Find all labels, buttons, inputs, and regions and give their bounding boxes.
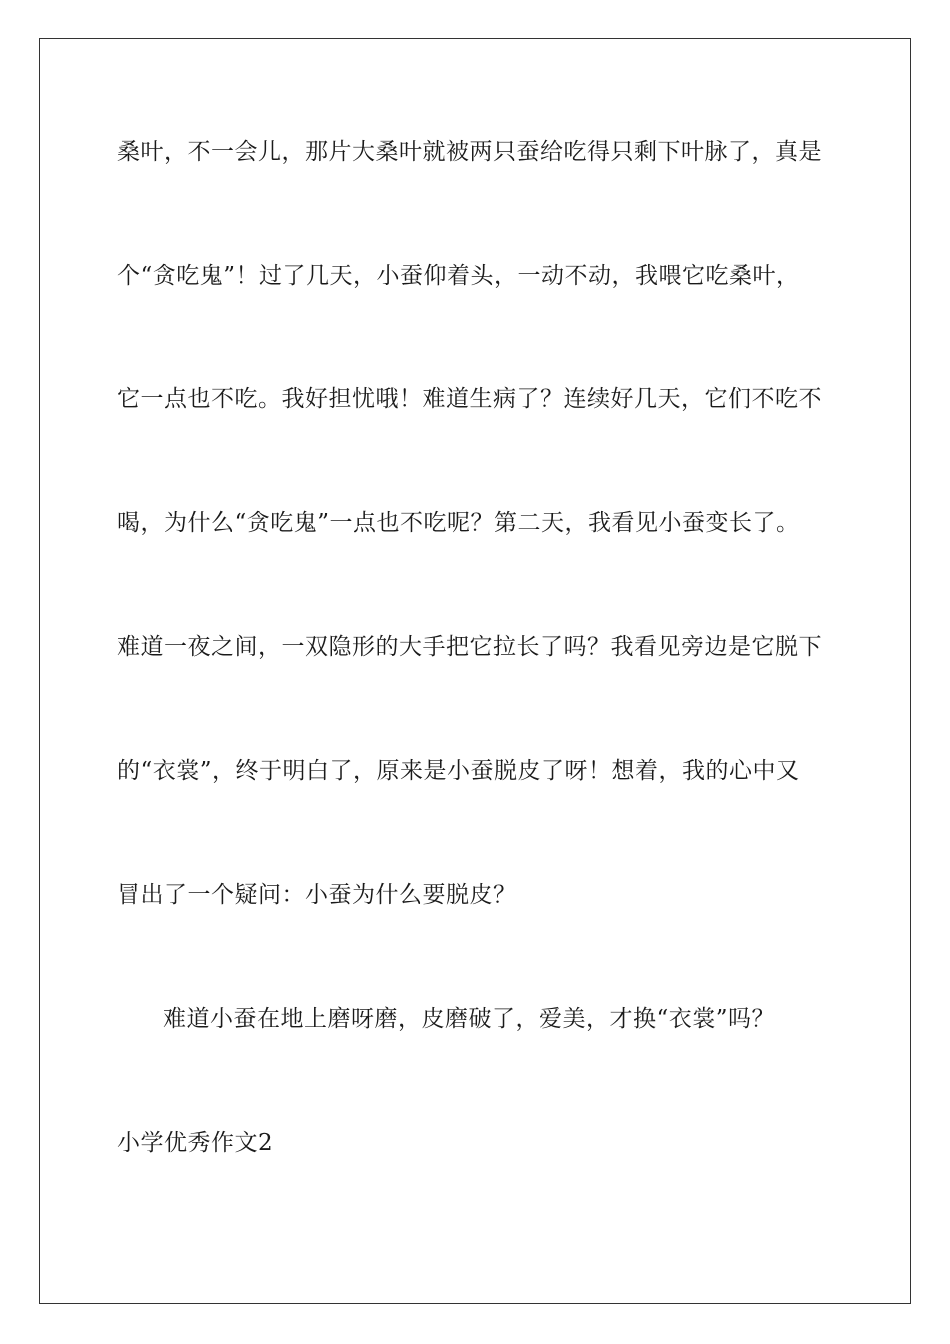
text-line-2: 个“贪吃鬼”！过了几天，小蚕仰着头，一动不动，我喂它吃桑叶， xyxy=(117,263,800,289)
text-line-3: 它一点也不吃。我好担忧哦！难道生病了？连续好几天，它们不吃不 xyxy=(117,386,822,412)
text-line-7: 冒出了一个疑问：小蚕为什么要脱皮？ xyxy=(117,882,517,908)
text-line-1: 桑叶，不一会儿，那片大桑叶就被两只蚕给吃得只剩下叶脉了，真是 xyxy=(117,139,822,165)
text-line-4: 喝，为什么“贪吃鬼”一点也不吃呢？第二天，我看见小蚕变长了。 xyxy=(117,510,800,536)
text-line-8: 难道小蚕在地上磨呀磨，皮磨破了，爱美，才换“衣裳”吗？ xyxy=(163,1006,776,1032)
text-line-6: 的“衣裳”，终于明白了，原来是小蚕脱皮了呀！想着，我的心中又 xyxy=(117,758,800,784)
section-heading: 小学优秀作文2 xyxy=(117,1130,274,1156)
page-border xyxy=(39,38,911,1304)
text-line-5: 难道一夜之间，一双隐形的大手把它拉长了吗？我看见旁边是它脱下 xyxy=(117,634,822,660)
